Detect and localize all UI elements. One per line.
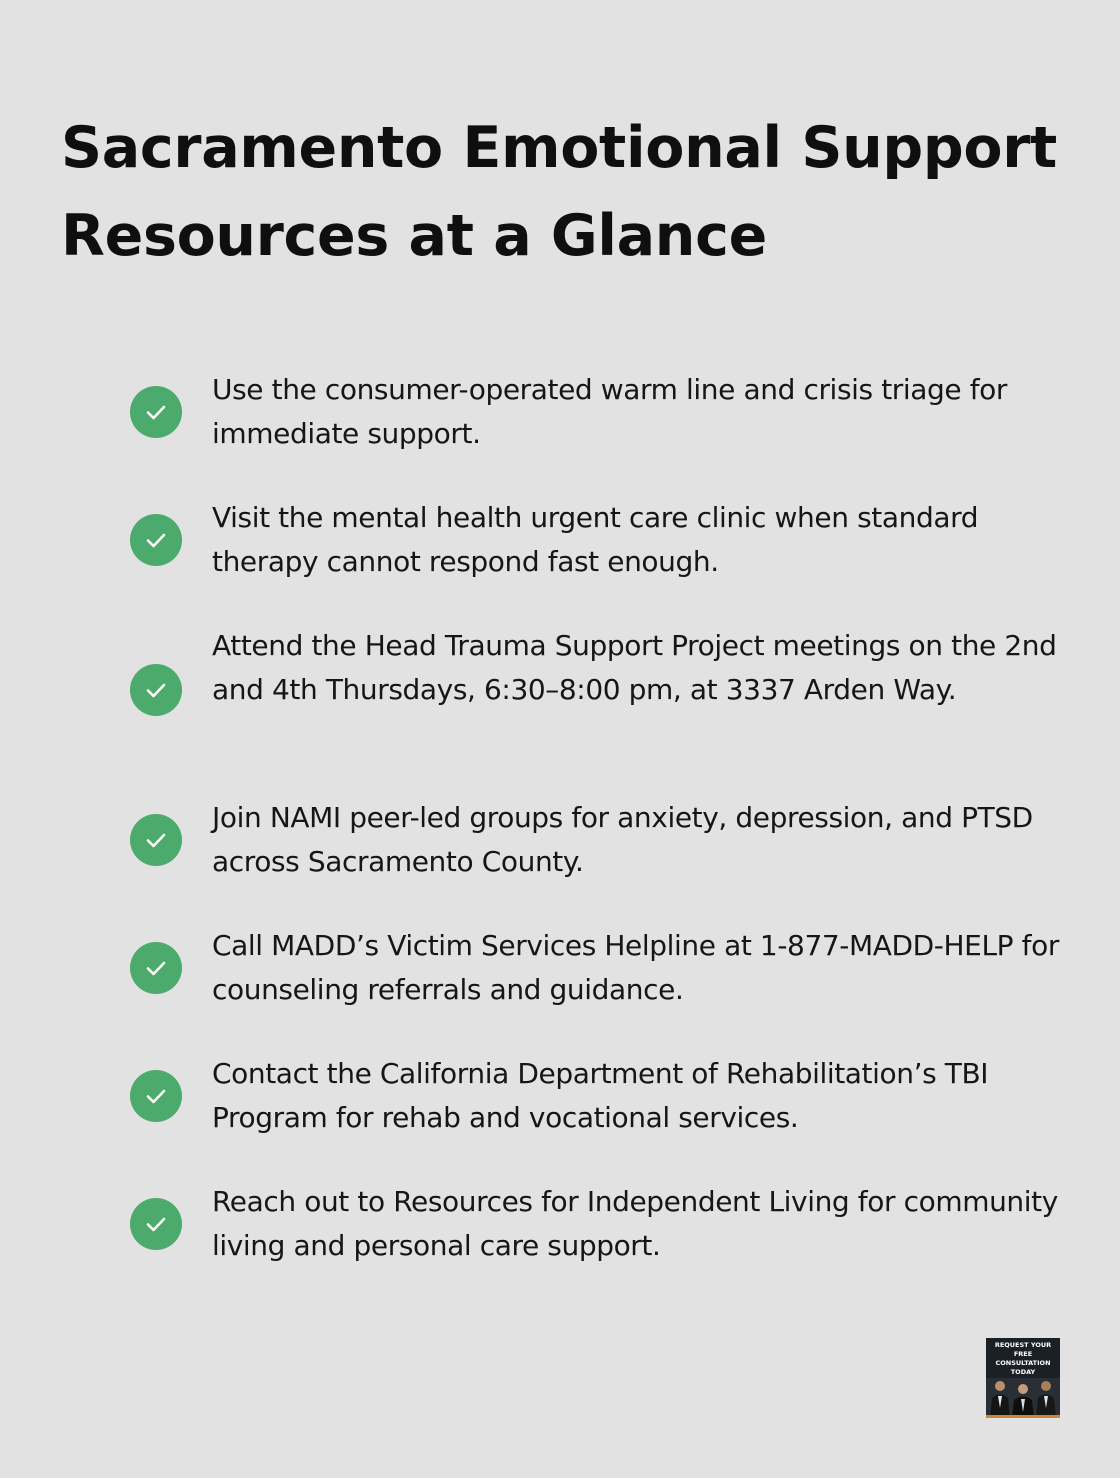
check-icon <box>130 386 182 438</box>
list-item-text: Call MADD’s Victim Services Helpline at 1-877-MADD-HELP for counseling referrals and guidance. <box>212 929 1059 1006</box>
check-icon <box>130 1198 182 1250</box>
list-item-text: Reach out to Resources for Independent Living for community living and personal care support. <box>212 1185 1058 1262</box>
check-icon <box>130 1070 182 1122</box>
check-icon <box>130 664 182 716</box>
check-icon <box>130 942 182 994</box>
check-icon <box>130 514 182 566</box>
attorneys-photo <box>986 1378 1060 1418</box>
list-item-text: Attend the Head Trauma Support Project meetings on the 2nd and 4th Thursdays, 6:30–8:00 pm, at 3337 Arden Way. <box>212 629 1057 706</box>
list-item-text: Use the consumer-operated warm line and crisis triage for immediate support. <box>212 373 1008 450</box>
list-item-text: Contact the California Department of Rehabilitation’s TBI Program for rehab and vocational services. <box>212 1057 989 1134</box>
consultation-cta-badge[interactable] <box>986 1338 1060 1418</box>
list-item-text: Visit the mental health urgent care clinic when standard therapy cannot respond fast enough. <box>212 501 979 578</box>
cta-badge-text: REQUEST YOUR FREE CONSULTATION TODAY <box>994 1341 1052 1376</box>
check-icon <box>130 814 182 866</box>
list-item-text: Join NAMI peer-led groups for anxiety, depression, and PTSD across Sacramento County. <box>212 801 1033 878</box>
page-title: Sacramento Emotional Support Resources at a Glance <box>61 115 1057 269</box>
